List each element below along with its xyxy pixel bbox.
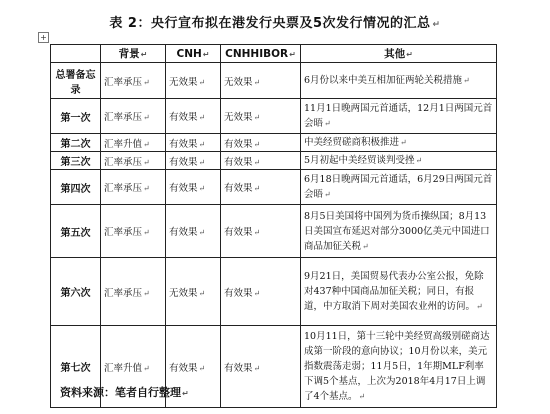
cell-text: 汇率升值 bbox=[104, 362, 143, 374]
paragraph-mark-icon: ↵ bbox=[143, 288, 150, 298]
source-note bbox=[60, 384, 189, 400]
cell-text: 有效果 bbox=[224, 227, 253, 238]
cell-text: 8月5日美国将中国列为货币操纵国；8月13日美国宣布延迟对部分3000亿美元中国进口商品加征关税 bbox=[304, 210, 490, 252]
paragraph-mark-icon: ↵ bbox=[253, 228, 261, 237]
cell-text: 有效果 bbox=[224, 287, 253, 299]
cell-other bbox=[301, 99, 497, 134]
cell-text: 汇率承压 bbox=[104, 183, 143, 194]
paragraph-mark-icon: ↵ bbox=[253, 113, 261, 122]
cell-text: 汇率承压 bbox=[104, 227, 143, 238]
cell-text: 有效果 bbox=[224, 362, 253, 374]
cell-text: 汇率承压 bbox=[104, 156, 143, 168]
paragraph-mark-icon: ↵ bbox=[143, 363, 150, 373]
cell-hibor bbox=[221, 205, 301, 258]
cell-text: 有效果 bbox=[224, 183, 253, 194]
header-cell-cnhhibor bbox=[221, 45, 301, 63]
paragraph-mark-icon: ↵ bbox=[400, 138, 407, 147]
row-label: 第六次 bbox=[51, 258, 101, 326]
table-move-handle-icon[interactable]: + bbox=[38, 32, 49, 43]
paragraph-mark-icon: ↵ bbox=[324, 119, 331, 128]
row-label: 第四次 bbox=[51, 170, 101, 205]
paragraph-mark-icon: ↵ bbox=[140, 50, 148, 59]
paragraph-mark-icon: ↵ bbox=[253, 288, 261, 298]
paragraph-mark-icon: ↵ bbox=[253, 77, 261, 87]
cell-background bbox=[101, 134, 166, 152]
cell-text: 6月份以来中美互相加征两轮关税措施 bbox=[304, 75, 463, 86]
table-row bbox=[51, 63, 497, 99]
cell-text: 6月18日晚两国元首通话，6月29日两国元首会晤 bbox=[304, 174, 493, 200]
table-row bbox=[51, 152, 497, 170]
paragraph-mark-icon: ↵ bbox=[198, 113, 206, 122]
cell-text: 11月1日晚两国元首通话，12月1日两国元首会晤 bbox=[304, 103, 493, 129]
cell-cnh bbox=[166, 134, 221, 152]
cell-text: 中美经贸磋商积极推进 bbox=[304, 137, 400, 148]
table-row bbox=[51, 134, 497, 152]
paragraph-mark-icon: ↵ bbox=[358, 392, 366, 401]
paragraph-mark-icon: ↵ bbox=[253, 157, 261, 167]
paragraph-mark-icon: ↵ bbox=[198, 288, 206, 298]
paragraph-mark-icon: ↵ bbox=[198, 228, 206, 237]
paragraph-mark-icon: ↵ bbox=[253, 139, 261, 149]
paragraph-mark-icon: ↵ bbox=[202, 49, 210, 59]
cell-text: 汇率承压 bbox=[104, 76, 143, 88]
header-label: 背景 bbox=[118, 48, 140, 60]
paragraph-mark-icon: ↵ bbox=[143, 157, 150, 167]
cell-text: 有效果 bbox=[224, 156, 253, 168]
source-note-text: 资料来源：笔者自行整理 bbox=[60, 386, 181, 399]
table-row bbox=[51, 205, 497, 258]
table-title-text: 表 2：央行宣布拟在港发行央票及5次发行情况的汇总 bbox=[109, 16, 431, 31]
cell-other bbox=[301, 134, 497, 152]
cell-other bbox=[301, 63, 497, 99]
cell-text: 有效果 bbox=[169, 156, 198, 168]
row-label: 第三次 bbox=[51, 152, 101, 170]
paragraph-mark-icon: ↵ bbox=[362, 241, 369, 251]
paragraph-mark-icon: ↵ bbox=[253, 363, 261, 373]
cell-background bbox=[101, 205, 166, 258]
cell-text: 10月11日，第十三轮中美经贸高级别磋商达成第一阶段的意向协议；10月份以来，美元指数震荡走弱；11月5日，1年期MLF利率下调5个基点，上次为2018年4月17日上调了4个基点。 bbox=[304, 331, 490, 402]
paragraph-mark-icon: ↵ bbox=[198, 363, 206, 373]
cell-hibor bbox=[221, 326, 301, 408]
paragraph-mark-icon: ↵ bbox=[143, 139, 150, 149]
table-row bbox=[51, 170, 497, 205]
cell-other bbox=[301, 170, 497, 205]
cell-text: 有效果 bbox=[224, 138, 253, 150]
row-label: 第一次 bbox=[51, 99, 101, 134]
cell-text: 汇率承压 bbox=[104, 287, 143, 299]
cell-cnh bbox=[166, 63, 221, 99]
cell-cnh bbox=[166, 152, 221, 170]
row-label: 第七次 bbox=[51, 326, 101, 408]
cell-text: 有效果 bbox=[169, 227, 198, 238]
cell-text: 有效果 bbox=[169, 138, 198, 150]
paragraph-mark-icon: ↵ bbox=[432, 20, 441, 30]
paragraph-mark-icon: ↵ bbox=[198, 77, 206, 87]
cell-background bbox=[101, 152, 166, 170]
header-cell-background bbox=[101, 45, 166, 63]
cell-cnh bbox=[166, 258, 221, 326]
paragraph-mark-icon: ↵ bbox=[406, 50, 413, 59]
cell-text: 无效果 bbox=[224, 76, 253, 88]
paragraph-mark-icon: ↵ bbox=[253, 184, 261, 193]
cell-hibor bbox=[221, 99, 301, 134]
cell-text: 汇率升值 bbox=[104, 138, 143, 150]
cell-background bbox=[101, 63, 166, 99]
cell-other bbox=[301, 326, 497, 408]
table-row bbox=[51, 258, 497, 326]
header-label: 其他 bbox=[384, 48, 406, 60]
row-label: 总署备忘录 bbox=[51, 63, 101, 99]
paragraph-mark-icon: ↵ bbox=[198, 184, 206, 193]
cell-text: 有效果 bbox=[169, 362, 198, 374]
cell-text: 汇率承压 bbox=[104, 112, 143, 123]
cell-other bbox=[301, 152, 497, 170]
cell-cnh bbox=[166, 170, 221, 205]
table-title bbox=[0, 12, 550, 31]
paragraph-mark-icon: ↵ bbox=[143, 77, 150, 87]
summary-table bbox=[50, 44, 497, 408]
cell-cnh bbox=[166, 205, 221, 258]
header-row bbox=[51, 45, 497, 63]
paragraph-mark-icon: ↵ bbox=[415, 156, 423, 165]
row-label: 第五次 bbox=[51, 205, 101, 258]
cell-text: 有效果 bbox=[169, 183, 198, 194]
paragraph-mark-icon: ↵ bbox=[143, 184, 150, 193]
paragraph-mark-icon: ↵ bbox=[143, 113, 150, 122]
paragraph-mark-icon: ↵ bbox=[324, 190, 331, 199]
cell-text: 无效果 bbox=[169, 76, 198, 88]
paragraph-mark-icon: ↵ bbox=[182, 389, 189, 398]
paragraph-mark-icon: ↵ bbox=[198, 157, 206, 167]
paragraph-mark-icon: ↵ bbox=[198, 139, 206, 149]
cell-text: 无效果 bbox=[169, 287, 198, 299]
paragraph-mark-icon: ↵ bbox=[143, 228, 150, 237]
cell-text: 无效果 bbox=[224, 112, 253, 123]
header-label: CNHHIBOR bbox=[225, 47, 289, 60]
cell-hibor bbox=[221, 152, 301, 170]
cell-other bbox=[301, 205, 497, 258]
cell-other bbox=[301, 258, 497, 326]
header-cell-other bbox=[301, 45, 497, 63]
cell-background bbox=[101, 258, 166, 326]
header-cell-empty bbox=[51, 45, 101, 63]
cell-text: 5月初起中美经贸谈判受挫 bbox=[304, 155, 415, 166]
cell-cnh bbox=[166, 99, 221, 134]
paragraph-mark-icon: ↵ bbox=[289, 49, 296, 59]
header-label: CNH bbox=[176, 47, 202, 60]
cell-text: 9月21日，美国贸易代表办公室公报，免除对437种中国商品加征关税；同日，有报道，中方取消下周对美国农业州的访问。 bbox=[304, 271, 484, 312]
cell-hibor bbox=[221, 63, 301, 99]
cell-background bbox=[101, 99, 166, 134]
paragraph-mark-icon: ↵ bbox=[463, 76, 470, 85]
table-row bbox=[51, 99, 497, 134]
row-label: 第二次 bbox=[51, 134, 101, 152]
cell-hibor bbox=[221, 134, 301, 152]
cell-hibor bbox=[221, 170, 301, 205]
cell-background bbox=[101, 170, 166, 205]
paragraph-mark-icon: ↵ bbox=[476, 302, 483, 311]
cell-hibor bbox=[221, 258, 301, 326]
cell-text: 有效果 bbox=[169, 112, 198, 123]
header-cell-cnh bbox=[166, 45, 221, 63]
